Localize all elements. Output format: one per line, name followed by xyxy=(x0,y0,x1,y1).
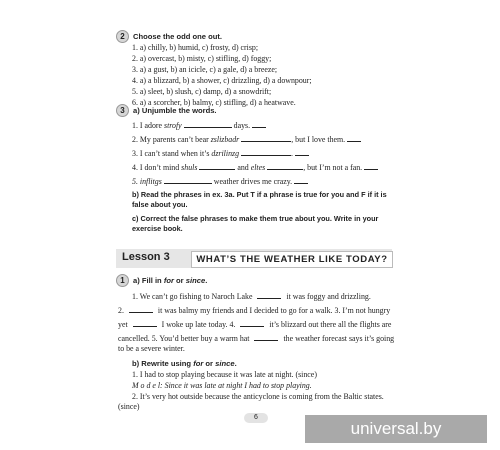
odd-one-out-item: 3. a) a gust, b) an icicle, c) a gale, d) a breeze; xyxy=(132,65,278,74)
lesson-label: Lesson 3 xyxy=(122,251,170,263)
exercise-number-badge: 2 xyxy=(116,30,129,43)
page-number: 6 xyxy=(244,413,268,423)
odd-one-out-item: 1. a) chilly, b) humid, c) frosty, d) crisp; xyxy=(132,43,259,52)
fill-in-line: 1. We can’t go fishing to Naroch Lake it was foggy and drizzling. xyxy=(132,292,371,301)
unjumble-sentence-1: 1. I adore strofy days. xyxy=(132,120,266,131)
exercise-number-badge: 1 xyxy=(116,274,129,287)
rewrite-item: 1. I had to stop playing because it was late at night. (since) xyxy=(132,370,317,379)
lesson-title: WHAT’S THE WEATHER LIKE TODAY? xyxy=(191,251,393,268)
unjumble-sentence-3: 3. I can’t stand when it’s dzrilinzg . xyxy=(132,148,309,159)
exercise-3b-instruction: b) Read the phrases in ex. 3a. Put T if a phrase is true for you and F if it is false about you. xyxy=(132,190,387,209)
odd-one-out-item: 2. a) overcast, b) misty, c) stifling, d) foggy; xyxy=(132,54,272,63)
tf-blank[interactable] xyxy=(252,120,266,128)
exercise-3-heading xyxy=(116,104,217,117)
model-answer: M o d e l: Since it was late at night I had to stop playing. xyxy=(132,381,312,390)
tf-blank[interactable] xyxy=(295,148,309,156)
tf-blank[interactable] xyxy=(364,162,378,170)
answer-blank[interactable] xyxy=(254,333,278,341)
unjumble-sentence-5: 5. inflitgs weather drives me crazy. xyxy=(132,176,308,187)
exercise-instruction: a) Unjumble the words. xyxy=(133,106,217,115)
fill-in-line: 2. it was balmy my friends and I decided to go for a walk. 3. I’m not hungry xyxy=(118,306,391,315)
answer-blank[interactable] xyxy=(199,162,235,170)
fill-in-line: yet I woke up late today. 4. it’s blizzard out there all the flights are xyxy=(118,320,392,329)
answer-blank[interactable] xyxy=(241,134,291,142)
tf-blank[interactable] xyxy=(347,134,361,142)
odd-one-out-item: 5. a) sleet, b) slush, c) damp, d) a snowdrift; xyxy=(132,87,272,96)
answer-blank[interactable] xyxy=(164,176,212,184)
exercise-1b-instruction: b) Rewrite using for or since. xyxy=(132,359,237,368)
exercise-number-badge: 3 xyxy=(116,104,129,117)
exercise-instruction: a) Fill in for or since. xyxy=(133,276,208,285)
unjumble-sentence-2: 2. My parents can’t bear zslizbadr , but I love them. xyxy=(132,134,361,145)
tf-blank[interactable] xyxy=(294,176,308,184)
rewrite-item: 2. It’s very hot outside because the anticyclone is coming from the Baltic states. xyxy=(132,392,384,401)
answer-blank[interactable] xyxy=(257,291,281,299)
fill-in-line: to be a severe winter. xyxy=(118,344,185,353)
exercise-instruction: Choose the odd one out. xyxy=(133,32,223,41)
answer-blank[interactable] xyxy=(240,319,264,327)
answer-blank[interactable] xyxy=(129,305,153,313)
fill-in-line: cancelled. 5. You’d better buy a warm hat the weather forecast says it’s going xyxy=(118,334,395,343)
rewrite-item-hint: (since) xyxy=(118,402,140,411)
unjumble-sentence-4: 4. I don’t mind shuls and eltes , but I’m not a fan. xyxy=(132,162,378,173)
watermark: universal.by xyxy=(305,415,487,443)
answer-blank[interactable] xyxy=(184,120,232,128)
exercise-1-heading xyxy=(116,274,207,287)
answer-blank[interactable] xyxy=(241,148,291,156)
answer-blank[interactable] xyxy=(267,162,303,170)
exercise-2-heading xyxy=(116,30,222,43)
exercise-3c-instruction: c) Correct the false phrases to make them true about you. Write in your exercise book. xyxy=(132,214,379,233)
odd-one-out-item: 6. a) a scorcher, b) balmy, c) stifling, d) a heatwave. xyxy=(132,98,296,107)
odd-one-out-item: 4. a) a blizzard, b) a shower, c) drizzling, d) a downpour; xyxy=(132,76,312,85)
answer-blank[interactable] xyxy=(133,319,157,327)
